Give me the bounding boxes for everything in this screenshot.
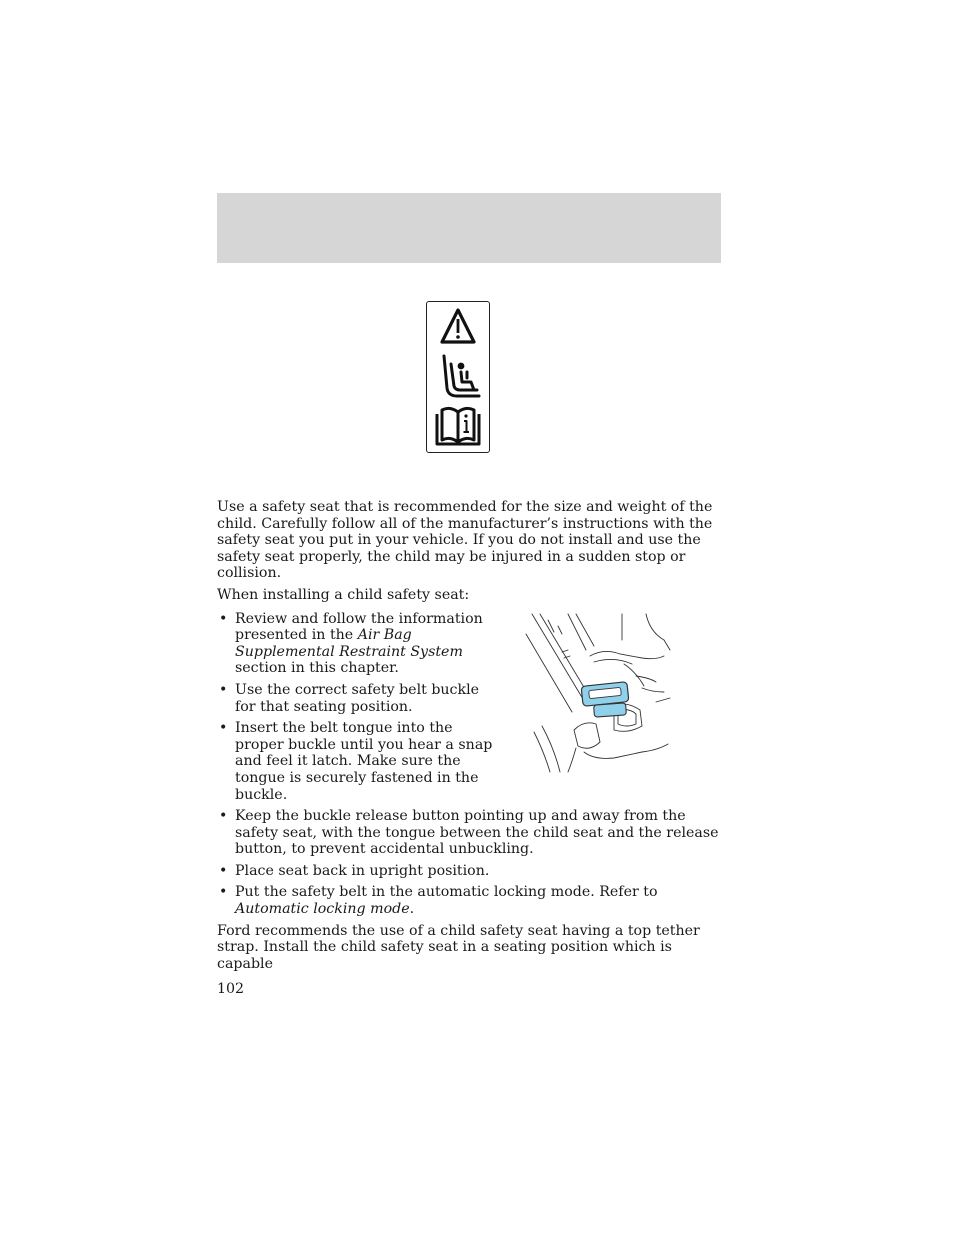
bullet-text: Put the safety belt in the automatic locking mode. Refer to <box>235 884 658 901</box>
bullet-item-4 <box>217 808 721 858</box>
buckle-illustration <box>524 612 674 774</box>
bullet-dot: • <box>219 862 228 879</box>
bullet-text: Place seat back in upright position. <box>235 862 490 879</box>
bullet-dot: • <box>219 610 228 627</box>
warning-symbols-box <box>426 301 490 453</box>
closing-paragraph: Ford recommends the use of a child safety seat having a top tether strap. Install the child safety seat in a seating position which is capable <box>217 922 700 972</box>
bullet-text: . <box>409 901 415 918</box>
bullet-item-2 <box>217 682 495 715</box>
bullet-dot: • <box>219 808 228 825</box>
bullet-text: Insert the belt tongue into the proper buckle until you hear a snap and feel it latch. Make sure the tongue is securely fastened in the buckle. <box>235 720 493 803</box>
bullet-item-3 <box>217 720 495 803</box>
child-safety-seat-icon <box>444 356 479 396</box>
chapter-header-band <box>217 193 721 263</box>
bullet-text: Review and follow the information presented in the <box>235 610 483 644</box>
bullet-text: section in this chapter. <box>235 660 399 677</box>
bullet-item-1 <box>217 611 495 677</box>
bullet-dot: • <box>219 720 228 737</box>
bullet-reference: Air Bag Supplemental Restraint System <box>235 627 463 660</box>
page-number: 102 <box>217 981 245 997</box>
buckle-highlight <box>581 682 629 717</box>
bullet-reference: Automatic locking mode <box>235 901 410 918</box>
owner-guide-book-icon <box>437 408 479 444</box>
lead-in-text: When installing a child safety seat: <box>217 586 470 603</box>
bullet-dot: • <box>219 681 228 698</box>
bullet-dot: • <box>219 884 228 901</box>
bullet-text: Keep the buckle release button pointing up and away from the safety seat, with the tongue between the child seat and the release button, to prevent accidental unbuckling. <box>235 808 719 858</box>
bullet-item-5 <box>217 863 721 880</box>
bullet-item-6 <box>217 884 721 917</box>
intro-paragraph: Use a safety seat that is recommended for the size and weight of the child. Carefully follow all of the manufacturer’s instructions with the safety seat you put in your vehicle. If you do not install and use the safety seat properly, the child may be injured in a sudden stop or collision. <box>217 499 713 582</box>
warning-triangle-icon <box>442 310 474 342</box>
bullet-text: Use the correct safety belt buckle for that seating position. <box>235 681 480 715</box>
